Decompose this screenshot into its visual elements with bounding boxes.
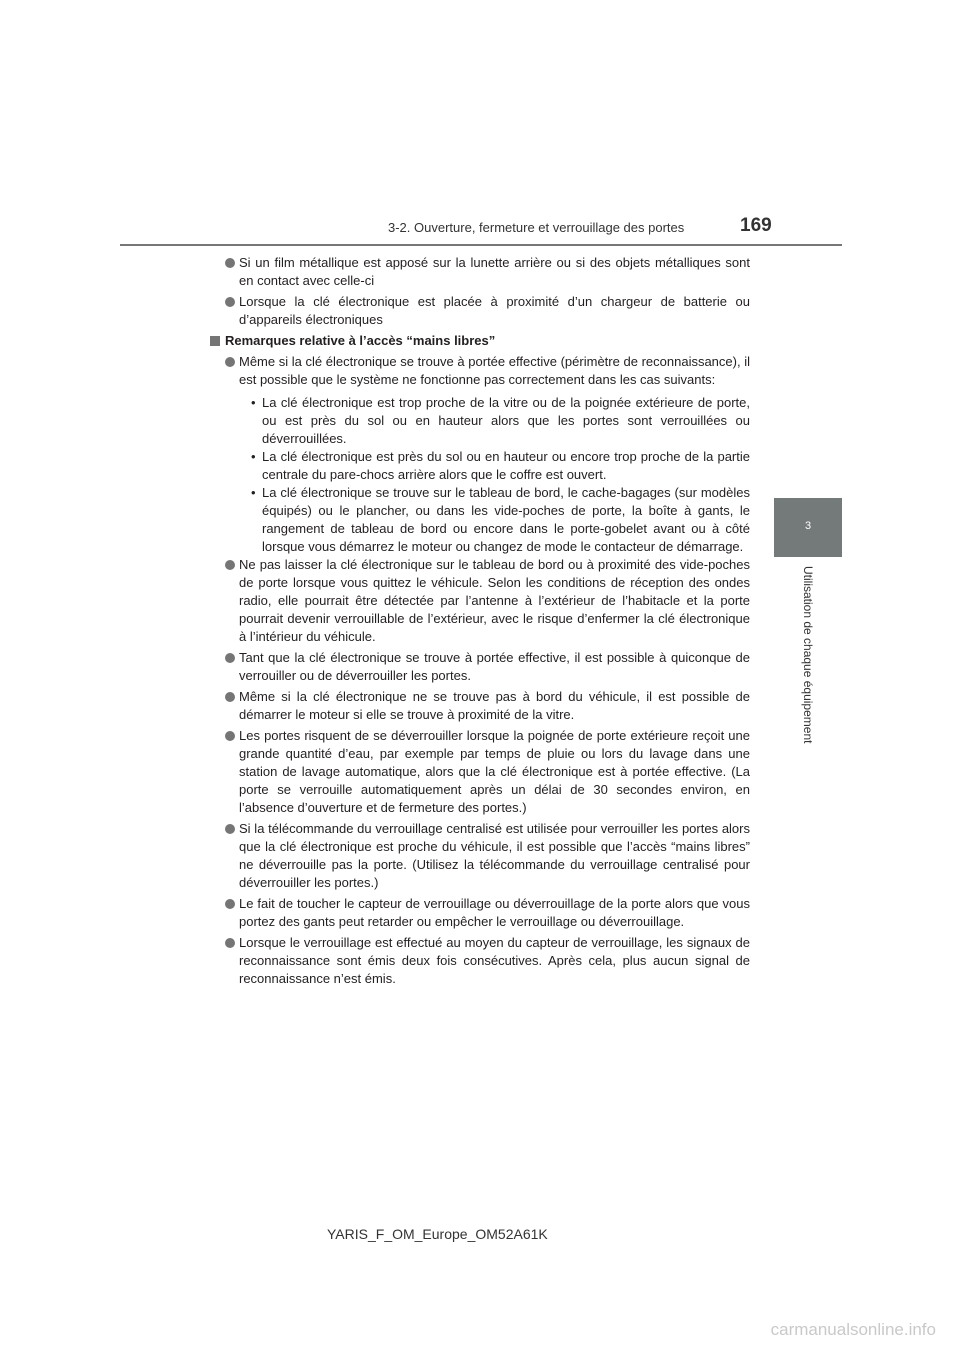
sub-bullet-icon: • — [251, 395, 256, 410]
sub-bullet-icon: • — [251, 485, 256, 500]
sub-list-item — [251, 448, 750, 484]
sub-item-text: La clé électronique est trop proche de la vitre ou de la poignée extérieure de porte, ou est près du sol ou en hauteur alors que les portes sont verrouillées ou déverrouillées. — [262, 395, 750, 446]
bullet-icon — [225, 297, 235, 307]
chapter-tab — [774, 498, 842, 557]
bullet-icon — [225, 560, 235, 570]
page-number: 169 — [740, 215, 772, 236]
bullet-icon — [225, 938, 235, 948]
list-item-text: Lorsque le verrouillage est effectué au moyen du capteur de verrouillage, les signaux de reconnaissance sont émis deux fois consécutives. Après cela, plus aucun signal de reconnaissance n’est émis. — [239, 935, 750, 986]
header-rule — [120, 244, 842, 246]
section-title: 3-2. Ouverture, fermeture et verrouillage des portes — [388, 220, 685, 235]
document-code: YARIS_F_OM_Europe_OM52A61K — [327, 1226, 548, 1242]
list-item — [205, 293, 750, 329]
section-heading — [205, 332, 750, 350]
sub-bullet-icon: • — [251, 449, 256, 464]
list-item — [205, 727, 750, 817]
bullet-icon — [225, 357, 235, 367]
sub-item-text: La clé électronique se trouve sur le tableau de bord, le cache-bagages (sur modèles équipés) ou le plancher, ou dans les vide-poches de porte, la boîte à gants, le rangement de tableau de bord ou encore dans le porte-gobelet avant ou à côté lorsque vous démarrez le moteur ou changez de mode le contacteur de démarrage. — [262, 485, 750, 554]
section-heading-text: Remarques relative à l’accès “mains libres” — [225, 333, 496, 348]
sub-list — [205, 394, 750, 556]
watermark: carmanualsonline.info — [770, 1320, 936, 1339]
list-item-text: Même si la clé électronique ne se trouve pas à bord du véhicule, il est possible de démarrer le moteur si elle se trouve à proximité de la vitre. — [239, 689, 750, 722]
list-item — [205, 895, 750, 931]
list-item — [205, 353, 750, 389]
bullet-icon — [225, 731, 235, 741]
list-item-text: Le fait de toucher le capteur de verrouillage ou déverrouillage de la porte alors que vous portez des gants peut retarder ou empêcher le verrouillage ou déverrouillage. — [239, 896, 750, 929]
sub-list-item — [251, 484, 750, 556]
chapter-number: 3 — [804, 520, 812, 532]
list-item-text: Tant que la clé électronique se trouve à portée effective, il est possible à quiconque de verrouiller ou de déverrouiller les portes. — [239, 650, 750, 683]
list-item-text: Ne pas laisser la clé électronique sur le tableau de bord ou à proximité des vide-poches de porte lorsque vous quittez le véhicule. Selon les conditions de réception des ondes radio, elle pourrait être détectée par l’antenne à l’extérieur de l’habitacle et la porte pourrait devenir verrouillable de l’extérieur, avec le risque d’enfermer la clé électronique à l’intérieur du véhicule. — [239, 557, 750, 644]
sub-item-text: La clé électronique est près du sol ou en hauteur ou encore trop proche de la partie centrale du pare-chocs arrière alors que le coffre est ouvert. — [262, 449, 750, 482]
page-content — [205, 254, 750, 991]
bullet-icon — [225, 653, 235, 663]
list-item — [205, 688, 750, 724]
list-item-text: Même si la clé électronique se trouve à portée effective (périmètre de reconnaissance), il est possible que le système ne fonctionne pas correctement dans les cas suivants: — [239, 354, 750, 387]
list-item — [205, 254, 750, 290]
chapter-label — [798, 566, 818, 754]
list-item — [205, 649, 750, 685]
bullet-icon — [225, 899, 235, 909]
list-item-text: Si la télécommande du verrouillage centralisé est utilisée pour verrouiller les portes alors que la clé électronique est proche du véhicule, il est possible que l’accès “mains libres” ne déverrouille pas la porte. (Utilisez la télécommande du verrouillage centralisé pour déverrouiller les portes.) — [239, 821, 750, 890]
bullet-icon — [225, 692, 235, 702]
list-item-text: Les portes risquent de se déverrouiller lorsque la poignée de porte extérieure reçoit une grande quantité d’eau, par exemple par temps de pluie ou lors du lavage dans une station de lavage automatique, alors que la clé électronique est à portée effective. (La porte se verrouille automatiquement après un délai de 30 secondes environ, en l’absence d’ouverture et de fermeture des portes.) — [239, 728, 750, 815]
sub-list-item — [251, 394, 750, 448]
list-item — [205, 934, 750, 988]
chapter-label-text: Utilisation de chaque équipement — [801, 566, 815, 744]
list-item — [205, 556, 750, 646]
square-bullet-icon — [210, 336, 220, 346]
bullet-icon — [225, 824, 235, 834]
list-item-text: Si un film métallique est apposé sur la lunette arrière ou si des objets métalliques sont en contact avec celle-ci — [239, 255, 750, 288]
list-item-text: Lorsque la clé électronique est placée à proximité d’un chargeur de batterie ou d’appareils électroniques — [239, 294, 750, 327]
bullet-icon — [225, 258, 235, 268]
list-item — [205, 820, 750, 892]
